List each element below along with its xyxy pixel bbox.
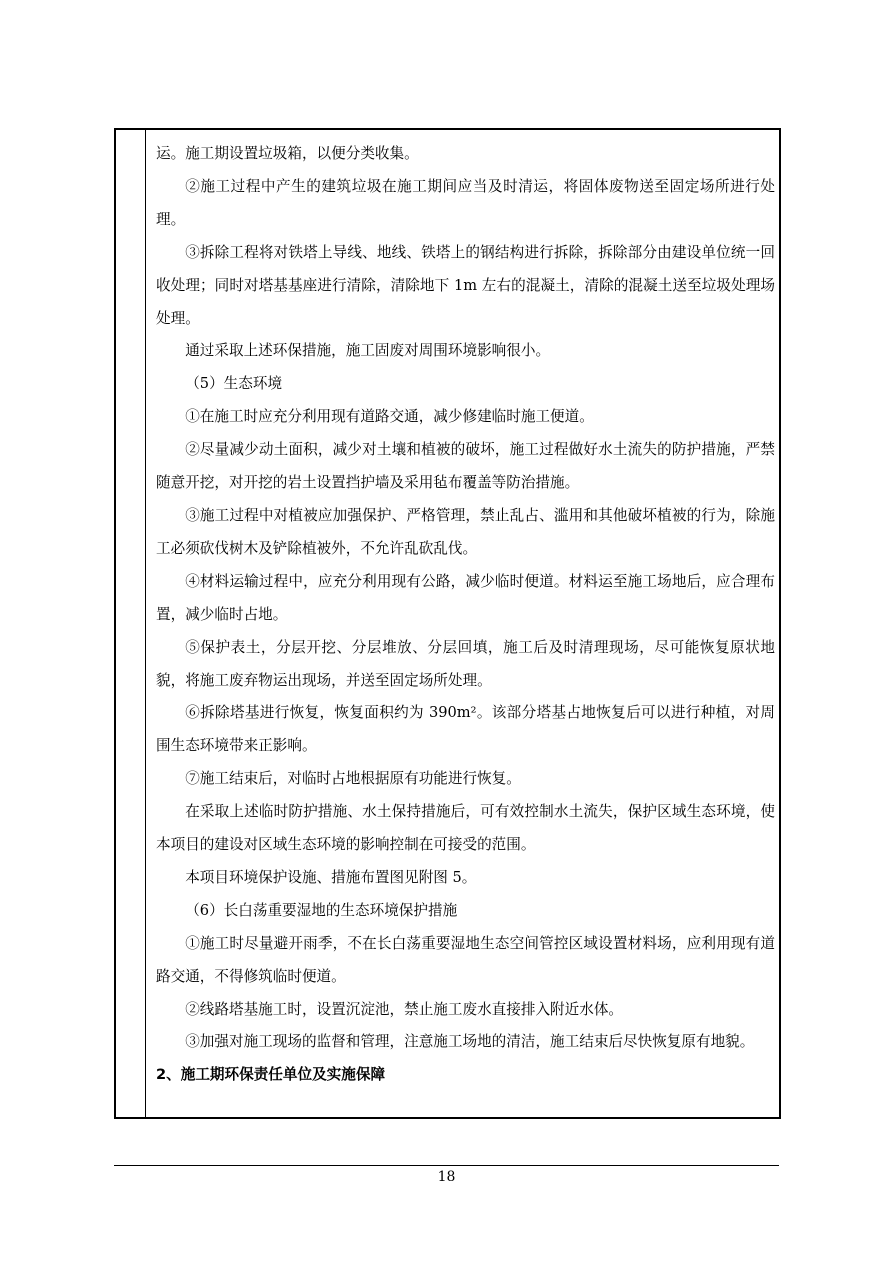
paragraph: ⑦施工结束后，对临时占地根据原有功能进行恢复。 — [185, 770, 521, 788]
subsection-heading: （6）长白荡重要湿地的生态环境保护措施 — [185, 901, 458, 919]
subsection-heading: （5）生态环境 — [185, 375, 283, 393]
paragraph: ①在施工时应充分利用现有道路交通，减少修建临时施工便道。 — [185, 408, 594, 426]
paragraph: 本项目环境保护设施、措施布置图见附图 5。 — [185, 868, 477, 886]
paragraph: 通过采取上述环保措施，施工固废对周围环境影响很小。 — [185, 342, 551, 360]
paragraph: 运。施工期设置垃圾箱，以便分类收集。 — [156, 145, 419, 162]
content-table-frame — [114, 128, 781, 1119]
paragraph: ⑤保护表土，分层开挖、分层堆放、分层回填，施工后及时清理现场，尽可能恢复原状地貌，将施工废弃物运出现场，并送至固定场所处理。 — [156, 638, 775, 689]
content-cell — [156, 138, 775, 1092]
paragraph: 在采取上述临时防护措施、水土保持措施后，可有效控制水土流失，保护区域生态环境，使本项目的建设对区域生态环境的影响控制在可接受的范围。 — [156, 803, 775, 854]
paragraph: ⑥拆除塔基进行恢复，恢复面积约为 390m²。该部分塔基占地恢复后可以进行种植，对周围生态环境带来正影响。 — [156, 704, 775, 755]
paragraph: ②尽量减少动土面积，减少对土壤和植被的破坏，施工过程做好水土流失的防护措施，严禁随意开挖，对开挖的岩土设置挡护墙及采用毡布覆盖等防治措施。 — [156, 441, 775, 492]
paragraph: ③拆除工程将对铁塔上导线、地线、铁塔上的钢结构进行拆除，拆除部分由建设单位统一回收处理；同时对塔基基座进行清除，清除地下 1m 左右的混凝土，清除的混凝土送至垃圾处理场处理。 — [156, 243, 775, 327]
column-divider — [145, 130, 146, 1117]
paragraph: ④材料运输过程中，应充分利用现有公路，减少临时便道。材料运至施工场地后，应合理布置，减少临时占地。 — [156, 572, 775, 623]
page-number: 18 — [437, 1169, 456, 1185]
paragraph: ②线路塔基施工时，设置沉淀池，禁止施工废水直接排入附近水体。 — [185, 1000, 624, 1018]
paragraph: ①施工时尽量避开雨季，不在长白荡重要湿地生态空间管控区域设置材料场，应利用现有道路交通，不得修筑临时便道。 — [156, 934, 775, 985]
footer-rule — [114, 1165, 779, 1166]
section-heading: 2、施工期环保责任单位及实施保障 — [156, 1066, 386, 1084]
paragraph: ②施工过程中产生的建筑垃圾在施工期间应当及时清运，将固体废物送至固定场所进行处理。 — [156, 177, 775, 228]
paragraph: ③施工过程中对植被应加强保护、严格管理，禁止乱占、滥用和其他破坏植被的行为，除施工必须砍伐树木及铲除植被外，不允许乱砍乱伐。 — [156, 506, 775, 557]
paragraph: ③加强对施工现场的监督和管理，注意施工场地的清洁，施工结束后尽快恢复原有地貌。 — [185, 1033, 755, 1051]
